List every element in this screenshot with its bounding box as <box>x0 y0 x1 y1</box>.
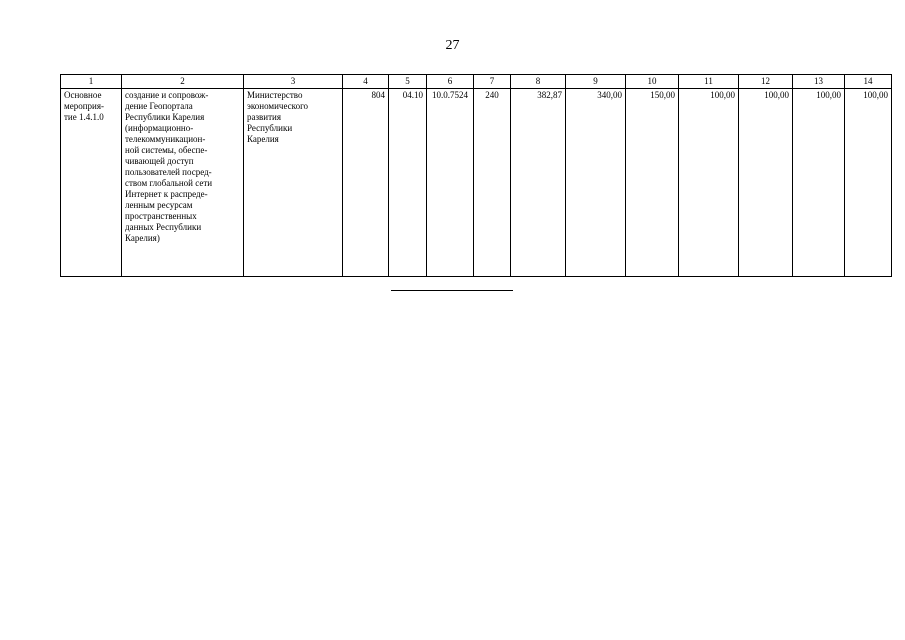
footer-divider-line <box>391 290 513 291</box>
column-header-5: 5 <box>389 75 427 89</box>
value-col-13-cell: 100,00 <box>793 89 845 277</box>
target-article-cell: 10.0.7524 <box>427 89 474 277</box>
value-col-10-cell: 150,00 <box>626 89 679 277</box>
event-description-cell: создание и сопровож- дение Геопортала Республики Карелия (информационно- телекоммуникацион- ной системы, обеспе- чивающей доступ пользователей посред- ством глобальной сети Интернет к распреде- ленным ресурсам пространственных данных Республики Карелия) <box>122 89 244 277</box>
section-code-cell: 04.10 <box>389 89 427 277</box>
value-col-14-cell: 100,00 <box>845 89 892 277</box>
column-header-11: 11 <box>679 75 739 89</box>
column-header-12: 12 <box>739 75 793 89</box>
value-col-9-cell: 340,00 <box>566 89 626 277</box>
column-header-8: 8 <box>511 75 566 89</box>
column-header-10: 10 <box>626 75 679 89</box>
column-header-4: 4 <box>343 75 389 89</box>
page-number: 27 <box>445 38 460 53</box>
table-row <box>61 89 892 277</box>
column-header-14: 14 <box>845 75 892 89</box>
value-col-12-cell: 100,00 <box>739 89 793 277</box>
column-header-1: 1 <box>61 75 122 89</box>
header-row <box>61 75 892 89</box>
event-name-cell: Основное мероприя- тие 1.4.1.0 <box>61 89 122 277</box>
column-header-7: 7 <box>474 75 511 89</box>
expense-type-cell: 240 <box>474 89 511 277</box>
program-table <box>60 74 892 277</box>
column-header-3: 3 <box>244 75 343 89</box>
column-header-9: 9 <box>566 75 626 89</box>
grbs-code-cell: 804 <box>343 89 389 277</box>
responsible-executor-cell: Министерство экономического развития Республики Карелия <box>244 89 343 277</box>
column-header-13: 13 <box>793 75 845 89</box>
column-header-2: 2 <box>122 75 244 89</box>
value-col-11-cell: 100,00 <box>679 89 739 277</box>
column-header-6: 6 <box>427 75 474 89</box>
value-col-8-cell: 382,87 <box>511 89 566 277</box>
